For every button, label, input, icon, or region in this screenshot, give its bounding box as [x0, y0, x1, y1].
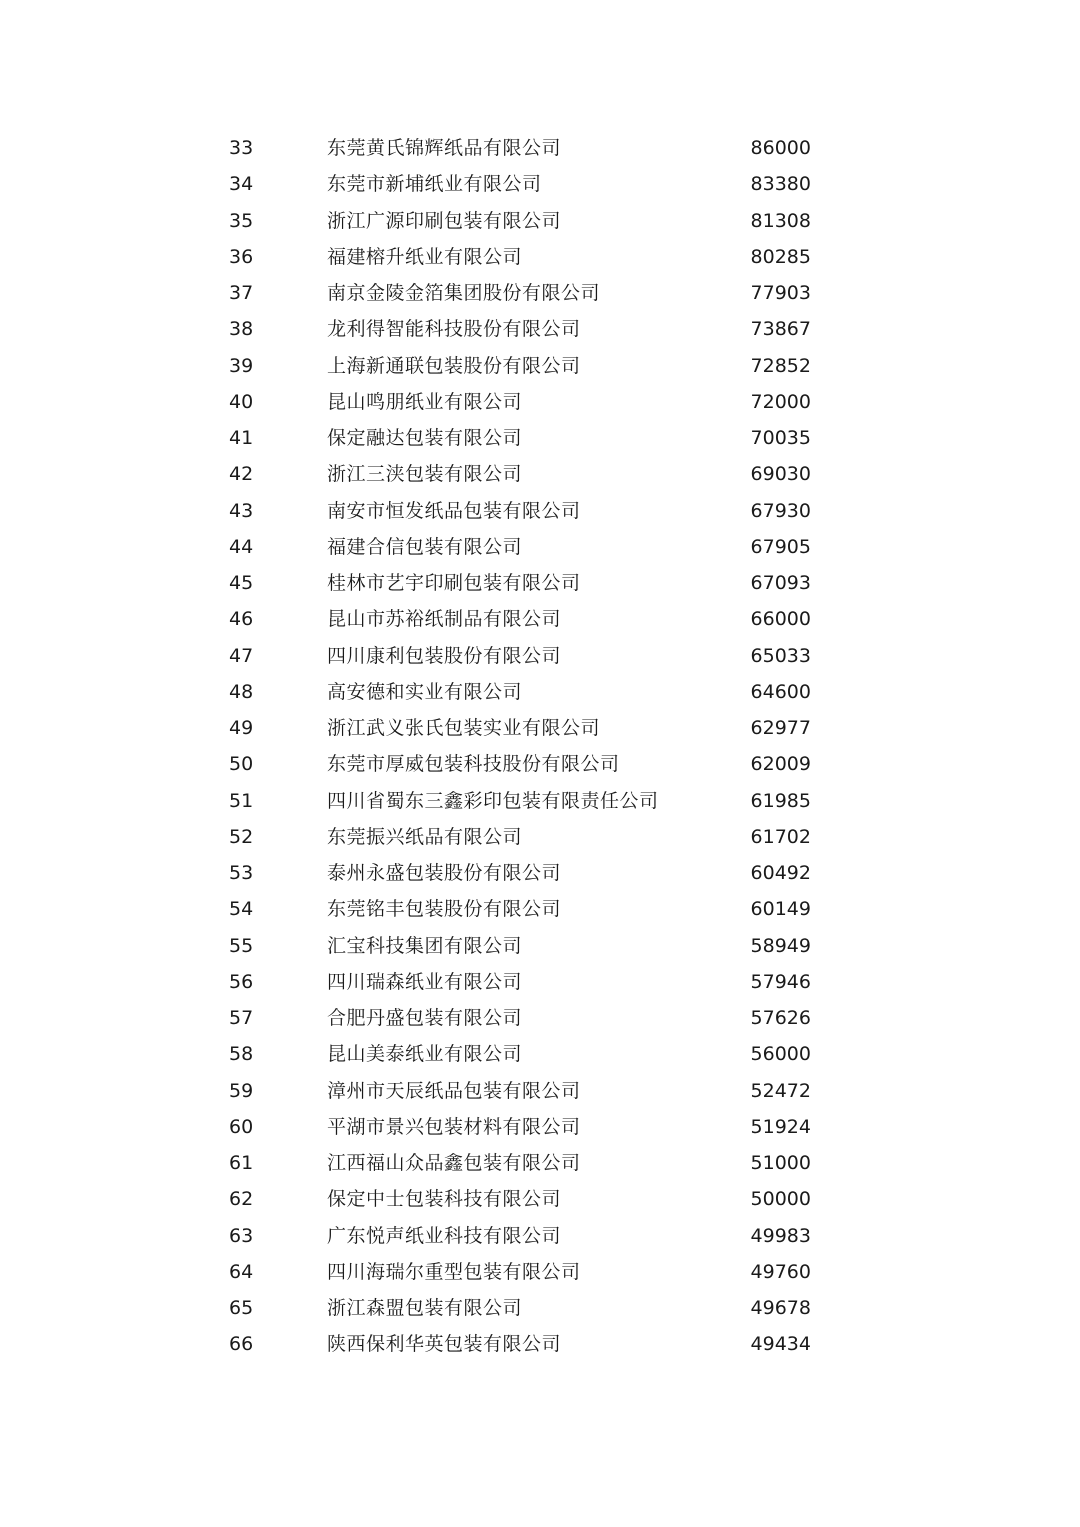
company-name-cell: 东莞黄氏锦辉纸品有限公司 — [327, 137, 562, 159]
table-row — [0, 1290, 1080, 1326]
rank-cell: 36 — [229, 245, 254, 268]
rank-cell: 35 — [229, 209, 254, 232]
table-row — [0, 130, 1080, 166]
rank-cell: 53 — [229, 862, 254, 884]
company-name-cell: 保定中士包装科技有限公司 — [327, 1188, 562, 1211]
rank-cell: 34 — [229, 173, 254, 196]
table-row — [0, 819, 1080, 855]
rank-cell: 46 — [229, 608, 254, 631]
company-name-cell: 漳州市天辰纸品包装有限公司 — [327, 1079, 581, 1102]
table-row — [0, 928, 1080, 964]
rank-cell: 55 — [229, 934, 254, 957]
company-name-cell: 上海新通联包装股份有限公司 — [327, 354, 581, 377]
rank-cell: 63 — [229, 1224, 254, 1247]
table-row — [0, 348, 1080, 384]
rank-cell: 54 — [229, 898, 254, 921]
rank-cell: 62 — [229, 1188, 254, 1211]
company-name-cell: 江西福山众品鑫包装有限公司 — [327, 1152, 581, 1174]
table-row — [0, 311, 1080, 347]
rank-cell: 65 — [229, 1297, 254, 1319]
table-row — [0, 638, 1080, 674]
company-name-cell: 陕西保利华英包装有限公司 — [327, 1333, 562, 1356]
table-row — [0, 1036, 1080, 1072]
rank-cell: 49 — [229, 717, 254, 739]
table-row — [0, 1073, 1080, 1109]
rank-cell: 37 — [229, 282, 254, 304]
table-row — [0, 493, 1080, 529]
company-name-cell: 南京金陵金箔集团股份有限公司 — [327, 282, 601, 304]
value-cell: 49678 — [750, 1297, 811, 1319]
value-cell: 62009 — [750, 753, 811, 776]
rank-cell: 41 — [229, 427, 254, 449]
rank-cell: 38 — [229, 318, 254, 341]
table-row — [0, 710, 1080, 746]
rank-cell: 64 — [229, 1260, 254, 1283]
rank-cell: 51 — [229, 789, 254, 812]
company-name-cell: 四川省蜀东三鑫彩印包装有限责任公司 — [327, 789, 659, 812]
company-name-cell: 福建榕升纸业有限公司 — [327, 245, 523, 268]
rank-cell: 50 — [229, 753, 254, 776]
rank-cell: 57 — [229, 1007, 254, 1029]
value-cell: 67093 — [750, 572, 811, 594]
table-row — [0, 964, 1080, 1000]
table-row — [0, 783, 1080, 819]
rank-cell: 66 — [229, 1333, 254, 1356]
table-row — [0, 1218, 1080, 1254]
company-name-cell: 浙江三浃包装有限公司 — [327, 463, 523, 486]
rank-cell: 42 — [229, 463, 254, 486]
company-name-cell: 四川康利包装股份有限公司 — [327, 644, 562, 667]
table-row — [0, 746, 1080, 782]
company-name-cell: 四川海瑞尔重型包装有限公司 — [327, 1260, 581, 1283]
company-name-cell: 平湖市景兴包装材料有限公司 — [327, 1115, 581, 1138]
value-cell: 67930 — [750, 499, 811, 522]
company-name-cell: 东莞振兴纸品有限公司 — [327, 825, 523, 848]
value-cell: 60149 — [750, 898, 811, 921]
company-name-cell: 浙江武义张氏包装实业有限公司 — [327, 717, 601, 739]
rank-cell: 61 — [229, 1152, 254, 1174]
rank-cell: 47 — [229, 644, 254, 667]
rank-cell: 43 — [229, 499, 254, 522]
value-cell: 70035 — [750, 427, 811, 449]
table-row — [0, 891, 1080, 927]
table-row — [0, 420, 1080, 456]
rank-cell: 45 — [229, 572, 254, 594]
company-name-cell: 浙江广源印刷包装有限公司 — [327, 209, 562, 232]
table-row — [0, 275, 1080, 311]
table-row — [0, 855, 1080, 891]
company-name-cell: 东莞市新埔纸业有限公司 — [327, 173, 542, 196]
value-cell: 62977 — [750, 717, 811, 739]
table-row — [0, 565, 1080, 601]
company-name-cell: 桂林市艺宇印刷包装有限公司 — [327, 572, 581, 594]
company-name-cell: 保定融达包装有限公司 — [327, 427, 523, 449]
table-row — [0, 674, 1080, 710]
table-row — [0, 601, 1080, 637]
value-cell: 73867 — [750, 318, 811, 341]
rank-cell: 59 — [229, 1079, 254, 1102]
company-name-cell: 高安德和实业有限公司 — [327, 680, 523, 703]
value-cell: 77903 — [750, 282, 811, 304]
table-row — [0, 1326, 1080, 1362]
value-cell: 66000 — [750, 608, 811, 631]
rank-cell: 39 — [229, 354, 254, 377]
value-cell: 57626 — [750, 1007, 811, 1029]
company-name-cell: 广东悦声纸业科技有限公司 — [327, 1224, 562, 1247]
value-cell: 58949 — [750, 934, 811, 957]
table-row — [0, 1181, 1080, 1217]
rank-cell: 60 — [229, 1115, 254, 1138]
value-cell: 57946 — [750, 970, 811, 993]
value-cell: 49760 — [750, 1260, 811, 1283]
value-cell: 51000 — [750, 1152, 811, 1174]
table-row — [0, 529, 1080, 565]
value-cell: 60492 — [750, 862, 811, 884]
value-cell: 51924 — [750, 1115, 811, 1138]
company-name-cell: 南安市恒发纸品包装有限公司 — [327, 499, 581, 522]
company-name-cell: 昆山鸣朋纸业有限公司 — [327, 390, 523, 413]
company-name-cell: 东莞铭丰包装股份有限公司 — [327, 898, 562, 921]
value-cell: 56000 — [750, 1043, 811, 1066]
company-name-cell: 龙利得智能科技股份有限公司 — [327, 318, 581, 341]
value-cell: 61985 — [750, 789, 811, 812]
value-cell: 50000 — [750, 1188, 811, 1211]
company-name-cell: 泰州永盛包装股份有限公司 — [327, 862, 562, 884]
table-row — [0, 1254, 1080, 1290]
value-cell: 72000 — [750, 390, 811, 413]
rank-cell: 33 — [229, 137, 254, 159]
rank-cell: 56 — [229, 970, 254, 993]
table-row — [0, 384, 1080, 420]
table-row — [0, 1145, 1080, 1181]
company-name-cell: 浙江森盟包装有限公司 — [327, 1297, 523, 1319]
value-cell: 72852 — [750, 354, 811, 377]
value-cell: 64600 — [750, 680, 811, 703]
value-cell: 86000 — [750, 137, 811, 159]
value-cell: 65033 — [750, 644, 811, 667]
company-name-cell: 昆山市苏裕纸制品有限公司 — [327, 608, 562, 631]
table-row — [0, 456, 1080, 492]
value-cell: 83380 — [750, 173, 811, 196]
rank-cell: 40 — [229, 390, 254, 413]
table-row — [0, 1109, 1080, 1145]
company-name-cell: 合肥丹盛包装有限公司 — [327, 1007, 523, 1029]
company-name-cell: 东莞市厚威包装科技股份有限公司 — [327, 753, 620, 776]
value-cell: 69030 — [750, 463, 811, 486]
table-row — [0, 203, 1080, 239]
rank-cell: 48 — [229, 680, 254, 703]
company-name-cell: 汇宝科技集团有限公司 — [327, 934, 523, 957]
value-cell: 49434 — [750, 1333, 811, 1356]
value-cell: 61702 — [750, 825, 811, 848]
value-cell: 49983 — [750, 1224, 811, 1247]
value-cell: 81308 — [750, 209, 811, 232]
value-cell: 52472 — [750, 1079, 811, 1102]
company-name-cell: 四川瑞森纸业有限公司 — [327, 970, 523, 993]
ranking-table — [0, 130, 1080, 1363]
rank-cell: 58 — [229, 1043, 254, 1066]
table-row — [0, 166, 1080, 202]
rank-cell: 44 — [229, 535, 254, 558]
table-row — [0, 239, 1080, 275]
value-cell: 80285 — [750, 245, 811, 268]
rank-cell: 52 — [229, 825, 254, 848]
company-name-cell: 福建合信包装有限公司 — [327, 535, 523, 558]
table-row — [0, 1000, 1080, 1036]
company-name-cell: 昆山美泰纸业有限公司 — [327, 1043, 523, 1066]
value-cell: 67905 — [750, 535, 811, 558]
